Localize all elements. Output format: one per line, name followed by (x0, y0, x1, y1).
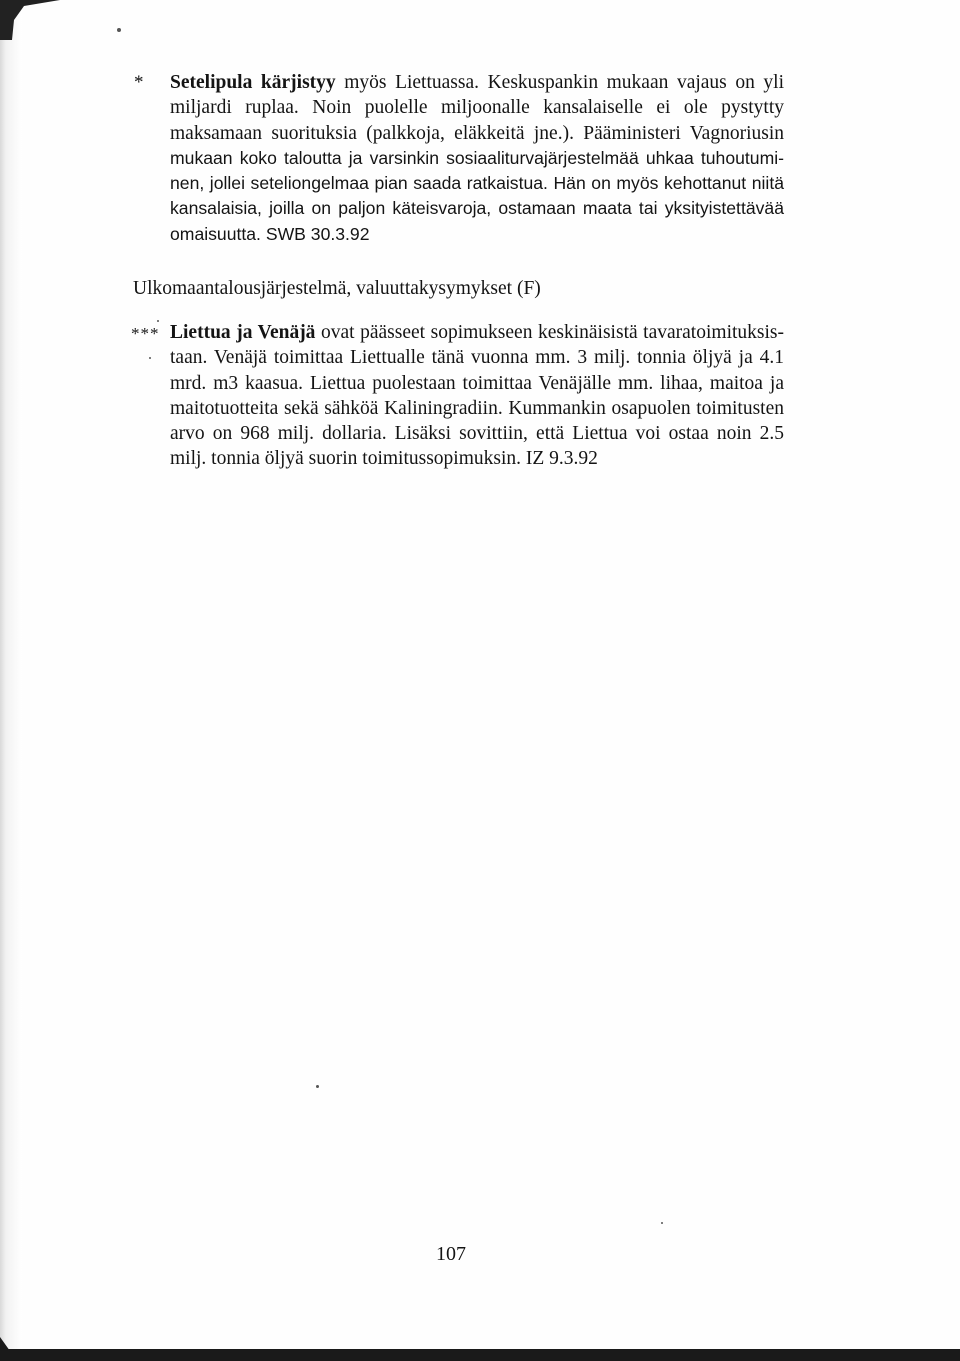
scan-speck (661, 1222, 663, 1224)
item-marker: * (134, 72, 144, 93)
text-line (170, 70, 784, 95)
text-line: nen, jollei seteliongelmaa pian saada ratkaistua. Hän on myös kehottanut niitä (170, 173, 784, 194)
section-heading: Ulkomaantalousjärjestelmä, valuuttakysymykset (F) (133, 278, 541, 299)
scan-speck (157, 320, 159, 322)
text-line: mrd. m3 kaasua. Liettua puolestaan toimittaa Venäjälle mm. lihaa, maitoa ja (170, 372, 784, 394)
text-line: kansalaisia, joilla on paljon käteisvaroja, ostamaan maata tai yksityistettävää (170, 198, 784, 219)
text-line: milj. tonnia öljyä suorin toimitussopimuksin. IZ 9.3.92 (170, 448, 598, 470)
scan-speck (117, 28, 121, 32)
scan-speck (316, 1085, 319, 1088)
text-line: mukaan koko taloutta ja varsinkin sosiaaliturvajärjestelmää uhkaa tuhoutumi- (170, 147, 784, 168)
text-line: omaisuutta. SWB 30.3.92 (170, 223, 370, 244)
item-headline: Liettua ja Venäjä (170, 322, 316, 343)
text-line-content: ovat päässeet sopimukseen keskinäisistä tavaratoimituksis- (315, 322, 784, 343)
text-line: maksamaan suorituksia (palkkoja, eläkkeitä jne.). Pääministeri Vagnoriusin (170, 122, 784, 144)
text-line: maitotuotteita sekä sähköä Kaliningradiin. Kummankin osapuolen toimitusten (170, 397, 784, 419)
text-line-content: myös Liettuassa. Keskuspankin mukaan vajaus on yli (335, 72, 784, 93)
scan-left-edge (0, 0, 22, 1361)
text-line: miljardi ruplaa. Noin puolelle miljoonalle kansalaiselle ei ole pystytty (170, 97, 784, 119)
item-headline: Setelipula kärjistyy (170, 72, 336, 93)
scan-corner-artifact (0, 0, 60, 40)
text-line: arvo on 968 milj. dollaria. Lisäksi sovittiin, että Liettua voi ostaa noin 2.5 (170, 423, 784, 445)
scan-bottom-edge (0, 1349, 960, 1361)
item-marker: *** (131, 324, 160, 343)
text-line: taan. Venäjä toimittaa Liettualle tänä vuonna mm. 3 milj. tonnia öljyä ja 4.1 (170, 347, 784, 369)
news-item (170, 70, 784, 247)
scan-speck (149, 357, 151, 359)
news-item (170, 320, 784, 472)
page-number: 107 (436, 1243, 466, 1265)
text-line (170, 320, 784, 345)
